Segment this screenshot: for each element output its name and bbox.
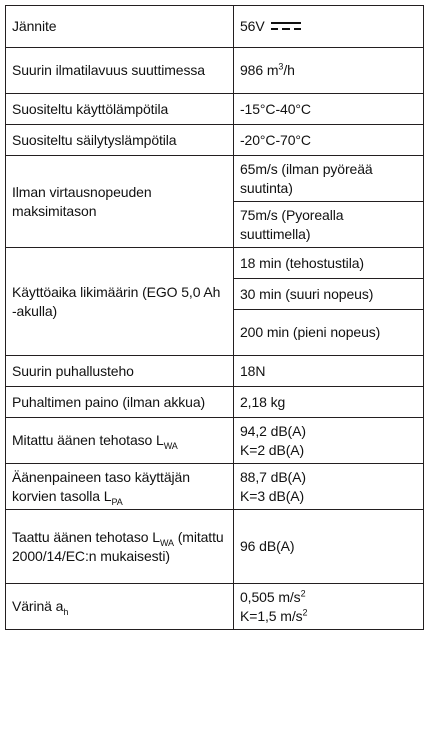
guaranteed-power-subscript: WA bbox=[159, 537, 174, 548]
row-label bbox=[6, 418, 234, 464]
row-value bbox=[234, 584, 424, 630]
table-row bbox=[6, 356, 424, 387]
row-value: 30 min (suuri nopeus) bbox=[234, 279, 424, 310]
row-label: Käyttöaika likimäärin (EGO 5,0 Ah -akulla) bbox=[6, 248, 234, 356]
vibration-value bbox=[240, 588, 417, 607]
sound-pressure-label: Äänenpaineen taso käyttäjän korvien tasolla L bbox=[12, 468, 190, 504]
row-value: 65m/s (ilman pyöreää suutinta) bbox=[234, 156, 424, 202]
row-label bbox=[6, 510, 234, 584]
table-row bbox=[6, 387, 424, 418]
specifications-table bbox=[5, 5, 424, 630]
row-value bbox=[234, 464, 424, 510]
sound-pressure-uncertainty: K=3 dB(A) bbox=[240, 487, 305, 504]
row-label: Suurin ilmatilavuus suuttimessa bbox=[6, 48, 234, 94]
table-row bbox=[6, 584, 424, 630]
vibration-label: Värinä a bbox=[12, 598, 64, 614]
sound-power-subscript: WA bbox=[163, 440, 178, 451]
row-value: 18N bbox=[234, 356, 424, 387]
vibration-k-number: K=1,5 m/s bbox=[240, 607, 303, 624]
row-label bbox=[6, 464, 234, 510]
row-label: Jännite bbox=[6, 6, 234, 48]
row-value bbox=[234, 6, 424, 48]
dc-current-icon bbox=[271, 22, 301, 31]
row-label: Suositeltu säilytyslämpötila bbox=[6, 125, 234, 156]
sound-pressure-subscript: PA bbox=[111, 496, 123, 507]
guaranteed-power-label: Taattu äänen tehotaso L bbox=[12, 528, 160, 545]
vibration-subscript: h bbox=[63, 606, 69, 617]
table-row bbox=[6, 248, 424, 279]
row-value bbox=[234, 418, 424, 464]
row-label: Suurin puhallusteho bbox=[6, 356, 234, 387]
table-row bbox=[6, 94, 424, 125]
table-row bbox=[6, 125, 424, 156]
table-row bbox=[6, 6, 424, 48]
table-row bbox=[6, 464, 424, 510]
row-label: Puhaltimen paino (ilman akkua) bbox=[6, 387, 234, 418]
row-value: 96 dB(A) bbox=[234, 510, 424, 584]
voltage-value: 56V bbox=[240, 18, 265, 34]
guaranteed-power-note: (mitattu 2000/14/EC:n mukaisesti) bbox=[12, 528, 224, 564]
row-value bbox=[234, 48, 424, 94]
table-row bbox=[6, 156, 424, 202]
flow-superscript: 3 bbox=[278, 61, 284, 72]
sound-power-value: 94,2 dB(A) bbox=[240, 422, 306, 439]
sound-power-label: Mitattu äänen tehotaso L bbox=[12, 432, 164, 448]
table-row bbox=[6, 418, 424, 464]
vibration-number: 0,505 m/s bbox=[240, 588, 301, 605]
flow-number: 986 m bbox=[240, 62, 279, 78]
vibration-k-superscript: 2 bbox=[302, 606, 308, 617]
table-row bbox=[6, 48, 424, 94]
vibration-uncertainty bbox=[240, 607, 417, 626]
row-value: -20°C-70°C bbox=[234, 125, 424, 156]
row-value: 75m/s (Pyorealla suuttimella) bbox=[234, 202, 424, 248]
vibration-superscript: 2 bbox=[300, 587, 306, 598]
row-label: Suositeltu käyttölämpötila bbox=[6, 94, 234, 125]
table-row bbox=[6, 510, 424, 584]
sound-pressure-value: 88,7 dB(A) bbox=[240, 468, 306, 485]
row-label: Ilman virtausnopeuden maksimitason bbox=[6, 156, 234, 248]
row-value: 18 min (tehostustila) bbox=[234, 248, 424, 279]
row-value: 200 min (pieni nopeus) bbox=[234, 310, 424, 356]
sound-power-uncertainty: K=2 dB(A) bbox=[240, 441, 305, 458]
row-value: 2,18 kg bbox=[234, 387, 424, 418]
flow-unit: /h bbox=[283, 62, 295, 78]
row-value: -15°C-40°C bbox=[234, 94, 424, 125]
row-label bbox=[6, 584, 234, 630]
